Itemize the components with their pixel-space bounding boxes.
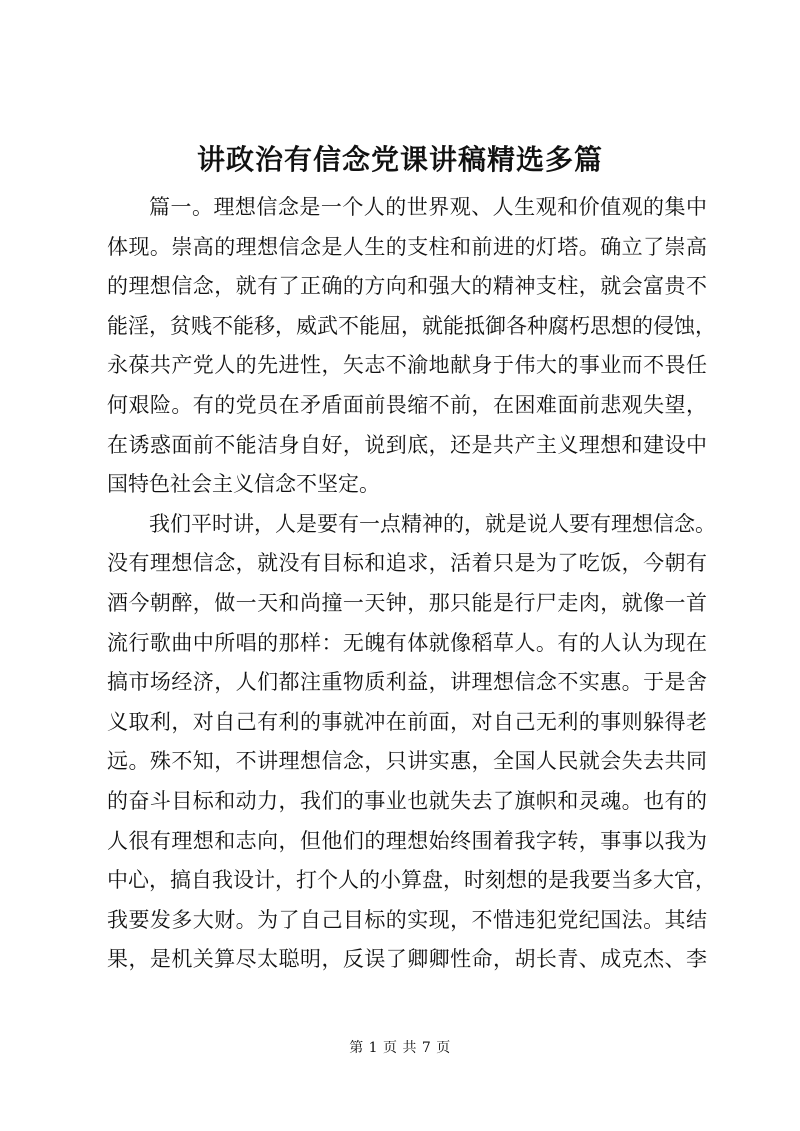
paragraph-2-line-4: 流行歌曲中所唱的那样：无魄有体就像稻草人。有的人认为现在 [107, 630, 707, 655]
paragraph-2-line-11: 我要发多大财。为了自己目标的实现，不惜违犯党纪国法。其结 [107, 907, 707, 932]
paragraph-2-line-3: 酒今朝醉，做一天和尚撞一天钟，那只能是行尸走肉，就像一首 [107, 590, 707, 615]
paragraph-2-line-7: 远。殊不知，不讲理想信念，只讲实惠，全国人民就会失去共同 [107, 749, 707, 774]
paragraph-2-line-12: 果，是机关算尽太聪明，反误了卿卿性命，胡长青、成克杰、李 [107, 947, 707, 972]
paragraph-1-line-3: 的理想信念，就有了正确的方向和强大的精神支柱，就会富贵不 [107, 274, 707, 299]
paragraph-1-line-5: 永葆共产党人的先进性，矢志不渝地献身于伟大的事业而不畏任 [107, 353, 707, 378]
paragraph-1-line-7: 在诱惑面前不能洁身自好，说到底，还是共产主义理想和建设中 [107, 432, 707, 457]
paragraph-1-line-1: 篇一。理想信念是一个人的世界观、人生观和价值观的集中 [149, 195, 707, 219]
document-title: 讲政治有信念党课讲稿精选多篇 [196, 143, 603, 176]
paragraph-2-line-9: 人很有理想和志向，但他们的理想始终围着我字转，事事以我为 [107, 828, 707, 853]
document-body [107, 188, 716, 980]
paragraph-2-line-10: 中心，搞自我设计，打个人的小算盘，时刻想的是我要当多大官， [107, 868, 716, 893]
paragraph-2-line-1: 我们平时讲，人是要有一点精神的，就是说人要有理想信念。 [149, 511, 716, 536]
page-number-footer: 第 1 页 共 7 页 [349, 1040, 451, 1056]
paragraph-1-line-4: 能淫，贫贱不能移，威武不能屈，就能抵御各种腐朽思想的侵蚀， [107, 313, 716, 338]
paragraph-2-line-6: 义取利，对自己有利的事就冲在前面，对自己无利的事则躲得老 [107, 709, 707, 734]
paragraph-1-line-6: 何艰险。有的党员在矛盾面前畏缩不前，在困难面前悲观失望， [107, 392, 707, 417]
paragraph-1-line-8: 国特色社会主义信念不坚定。 [107, 472, 380, 497]
paragraph-2-line-8: 的奋斗目标和动力，我们的事业也就失去了旗帜和灵魂。也有的 [107, 788, 707, 813]
paragraph-2-line-2: 没有理想信念，就没有目标和追求，活着只是为了吃饭，今朝有 [107, 551, 707, 576]
paragraph-2-line-5: 搞市场经济，人们都注重物质利益，讲理想信念不实惠。于是舍 [107, 670, 707, 695]
paragraph-1-line-2: 体现。崇高的理想信念是人生的支柱和前进的灯塔。确立了崇高 [107, 234, 707, 259]
